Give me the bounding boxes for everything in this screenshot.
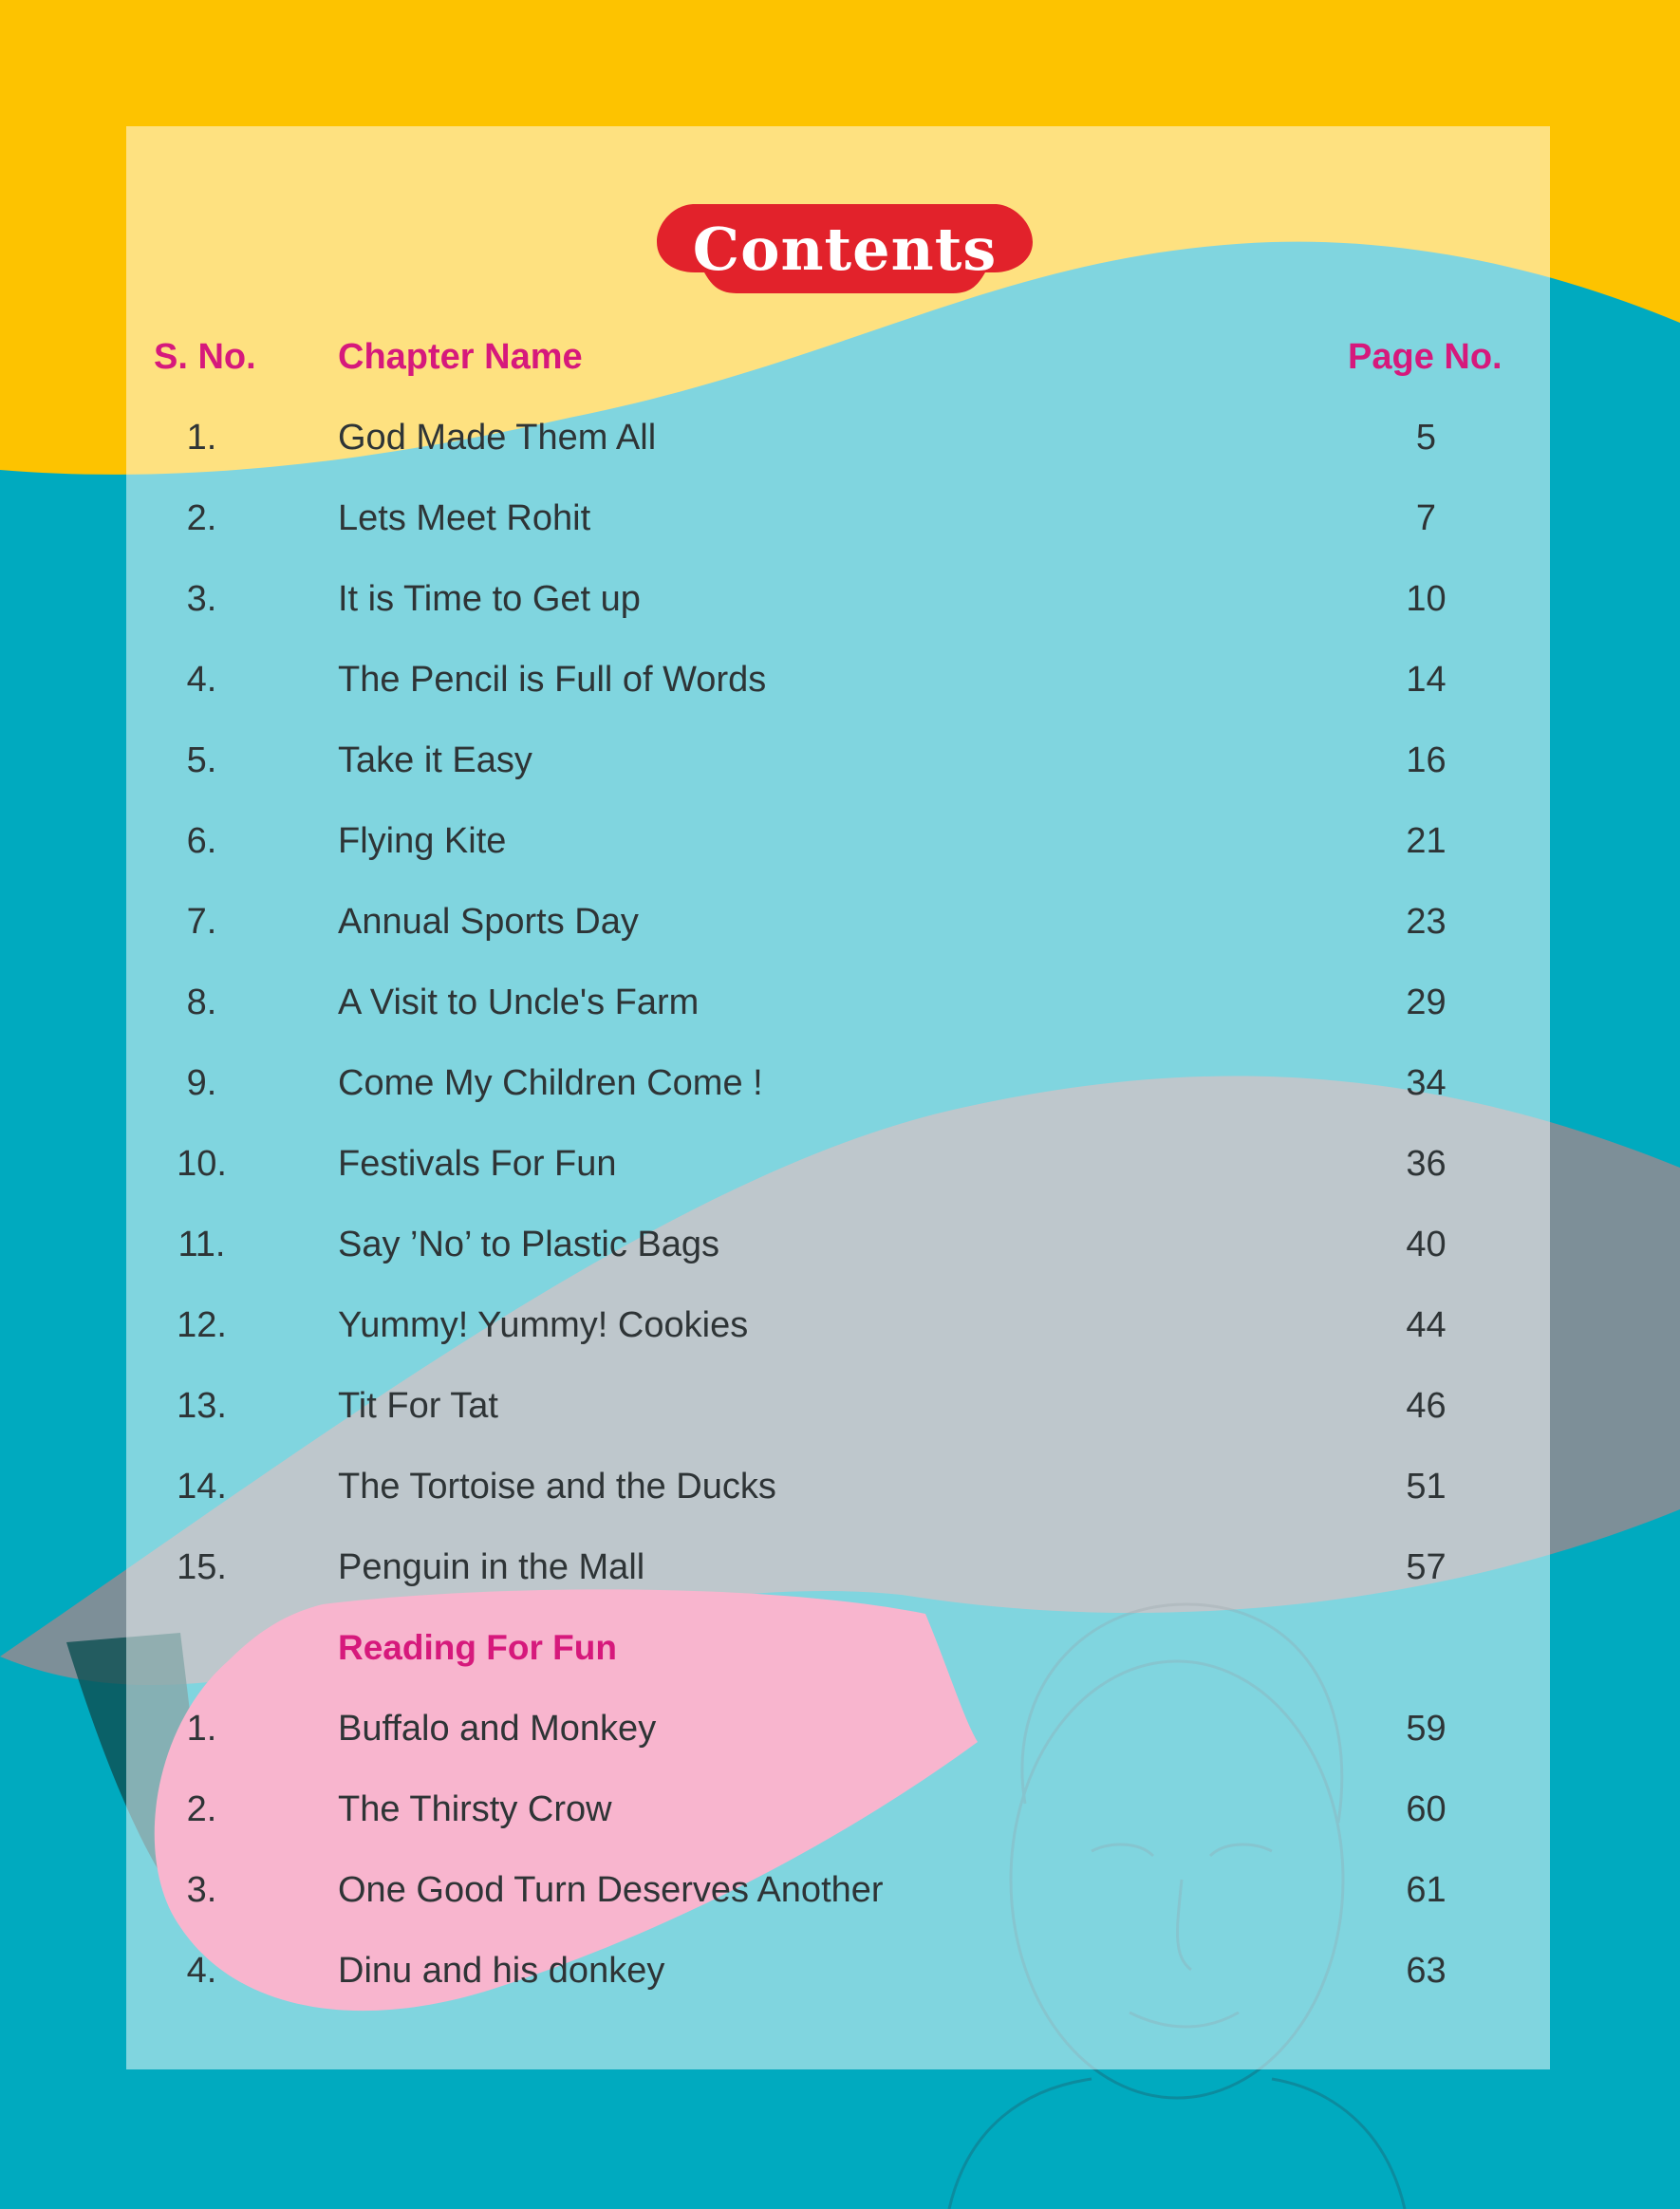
row-chapter-name: God Made Them All bbox=[338, 418, 657, 458]
row-chapter-name: Dinu and his donkey bbox=[338, 1951, 665, 1991]
row-page-no: 36 bbox=[1406, 1144, 1447, 1184]
row-chapter-name: The Thirsty Crow bbox=[338, 1789, 612, 1829]
table-row[interactable] bbox=[0, 1372, 1680, 1452]
row-chapter-name: Yummy! Yummy! Cookies bbox=[338, 1305, 749, 1345]
row-sno: 2. bbox=[186, 1789, 217, 1829]
row-sno: 3. bbox=[186, 579, 217, 619]
row-chapter-name: It is Time to Get up bbox=[338, 579, 641, 619]
table-row[interactable] bbox=[0, 1452, 1680, 1533]
row-chapter-name: Come My Children Come ! bbox=[338, 1063, 763, 1103]
row-sno: 7. bbox=[186, 902, 217, 942]
row-page-no: 63 bbox=[1406, 1951, 1447, 1991]
row-chapter-name: A Visit to Uncle's Farm bbox=[338, 983, 700, 1022]
row-sno: 3. bbox=[186, 1870, 217, 1910]
table-row[interactable] bbox=[0, 1533, 1680, 1614]
row-sno: 9. bbox=[186, 1063, 217, 1103]
table-row[interactable] bbox=[0, 1694, 1680, 1775]
row-sno: 10. bbox=[177, 1144, 227, 1184]
row-chapter-name: Flying Kite bbox=[338, 821, 507, 861]
row-page-no: 40 bbox=[1406, 1225, 1447, 1264]
table-row[interactable] bbox=[0, 968, 1680, 1049]
table-row[interactable] bbox=[0, 1130, 1680, 1210]
table-row[interactable] bbox=[0, 726, 1680, 807]
table-row[interactable] bbox=[0, 1049, 1680, 1130]
table-row[interactable] bbox=[0, 1856, 1680, 1937]
row-chapter-name: Take it Easy bbox=[338, 740, 532, 780]
row-page-no: 61 bbox=[1406, 1870, 1447, 1910]
row-page-no: 16 bbox=[1406, 740, 1447, 780]
row-sno: 4. bbox=[186, 660, 217, 700]
row-sno: 11. bbox=[177, 1225, 226, 1264]
row-page-no: 14 bbox=[1406, 660, 1447, 700]
table-row[interactable] bbox=[0, 888, 1680, 968]
row-sno: 14. bbox=[177, 1467, 227, 1507]
table-row[interactable] bbox=[0, 1210, 1680, 1291]
title-badge bbox=[657, 204, 1033, 293]
row-sno: 1. bbox=[186, 418, 217, 458]
row-page-no: 29 bbox=[1406, 983, 1447, 1022]
row-page-no: 60 bbox=[1406, 1789, 1447, 1829]
row-page-no: 59 bbox=[1406, 1709, 1447, 1749]
row-page-no: 7 bbox=[1415, 498, 1437, 538]
column-header-chapter: Chapter Name bbox=[338, 337, 583, 377]
row-sno: 6. bbox=[186, 821, 217, 861]
row-page-no: 57 bbox=[1406, 1547, 1447, 1587]
row-chapter-name: Penguin in the Mall bbox=[338, 1547, 645, 1587]
row-sno: 8. bbox=[186, 983, 217, 1022]
row-page-no: 5 bbox=[1415, 418, 1437, 458]
row-sno: 5. bbox=[186, 740, 217, 780]
row-chapter-name: One Good Turn Deserves Another bbox=[338, 1870, 884, 1910]
row-sno: 2. bbox=[186, 498, 217, 538]
row-page-no: 44 bbox=[1406, 1305, 1447, 1345]
page-title: Contents bbox=[692, 214, 998, 284]
column-header-sno: S. No. bbox=[154, 337, 256, 377]
table-row[interactable] bbox=[0, 1775, 1680, 1856]
row-page-no: 46 bbox=[1406, 1386, 1447, 1426]
row-chapter-name: The Pencil is Full of Words bbox=[338, 660, 767, 700]
contents-table bbox=[0, 403, 1680, 2017]
row-page-no: 34 bbox=[1406, 1063, 1447, 1103]
row-sno: 1. bbox=[186, 1709, 217, 1749]
row-sno: 13. bbox=[177, 1386, 227, 1426]
table-row[interactable] bbox=[0, 807, 1680, 888]
table-row[interactable] bbox=[0, 484, 1680, 565]
row-sno: 4. bbox=[186, 1951, 217, 1991]
column-header-page: Page No. bbox=[1348, 337, 1503, 377]
row-page-no: 21 bbox=[1406, 821, 1447, 861]
section-title-reading: Reading For Fun bbox=[338, 1628, 617, 1667]
row-page-no: 23 bbox=[1406, 902, 1447, 942]
row-chapter-name: Tit For Tat bbox=[338, 1386, 498, 1426]
row-sno: 12. bbox=[177, 1305, 227, 1345]
table-row[interactable] bbox=[0, 1937, 1680, 2017]
row-sno: 15. bbox=[177, 1547, 227, 1587]
row-page-no: 51 bbox=[1406, 1467, 1447, 1507]
table-row[interactable] bbox=[0, 403, 1680, 484]
table-row[interactable] bbox=[0, 646, 1680, 726]
table-row[interactable] bbox=[0, 565, 1680, 646]
row-chapter-name: Lets Meet Rohit bbox=[338, 498, 591, 538]
row-chapter-name: Say ’No’ to Plastic Bags bbox=[338, 1225, 719, 1264]
row-chapter-name: Festivals For Fun bbox=[338, 1144, 617, 1184]
row-page-no: 10 bbox=[1406, 579, 1447, 619]
row-chapter-name: Annual Sports Day bbox=[338, 902, 639, 942]
section-heading-row bbox=[0, 1614, 1680, 1694]
row-chapter-name: Buffalo and Monkey bbox=[338, 1709, 657, 1749]
table-row[interactable] bbox=[0, 1291, 1680, 1372]
row-chapter-name: The Tortoise and the Ducks bbox=[338, 1467, 776, 1507]
